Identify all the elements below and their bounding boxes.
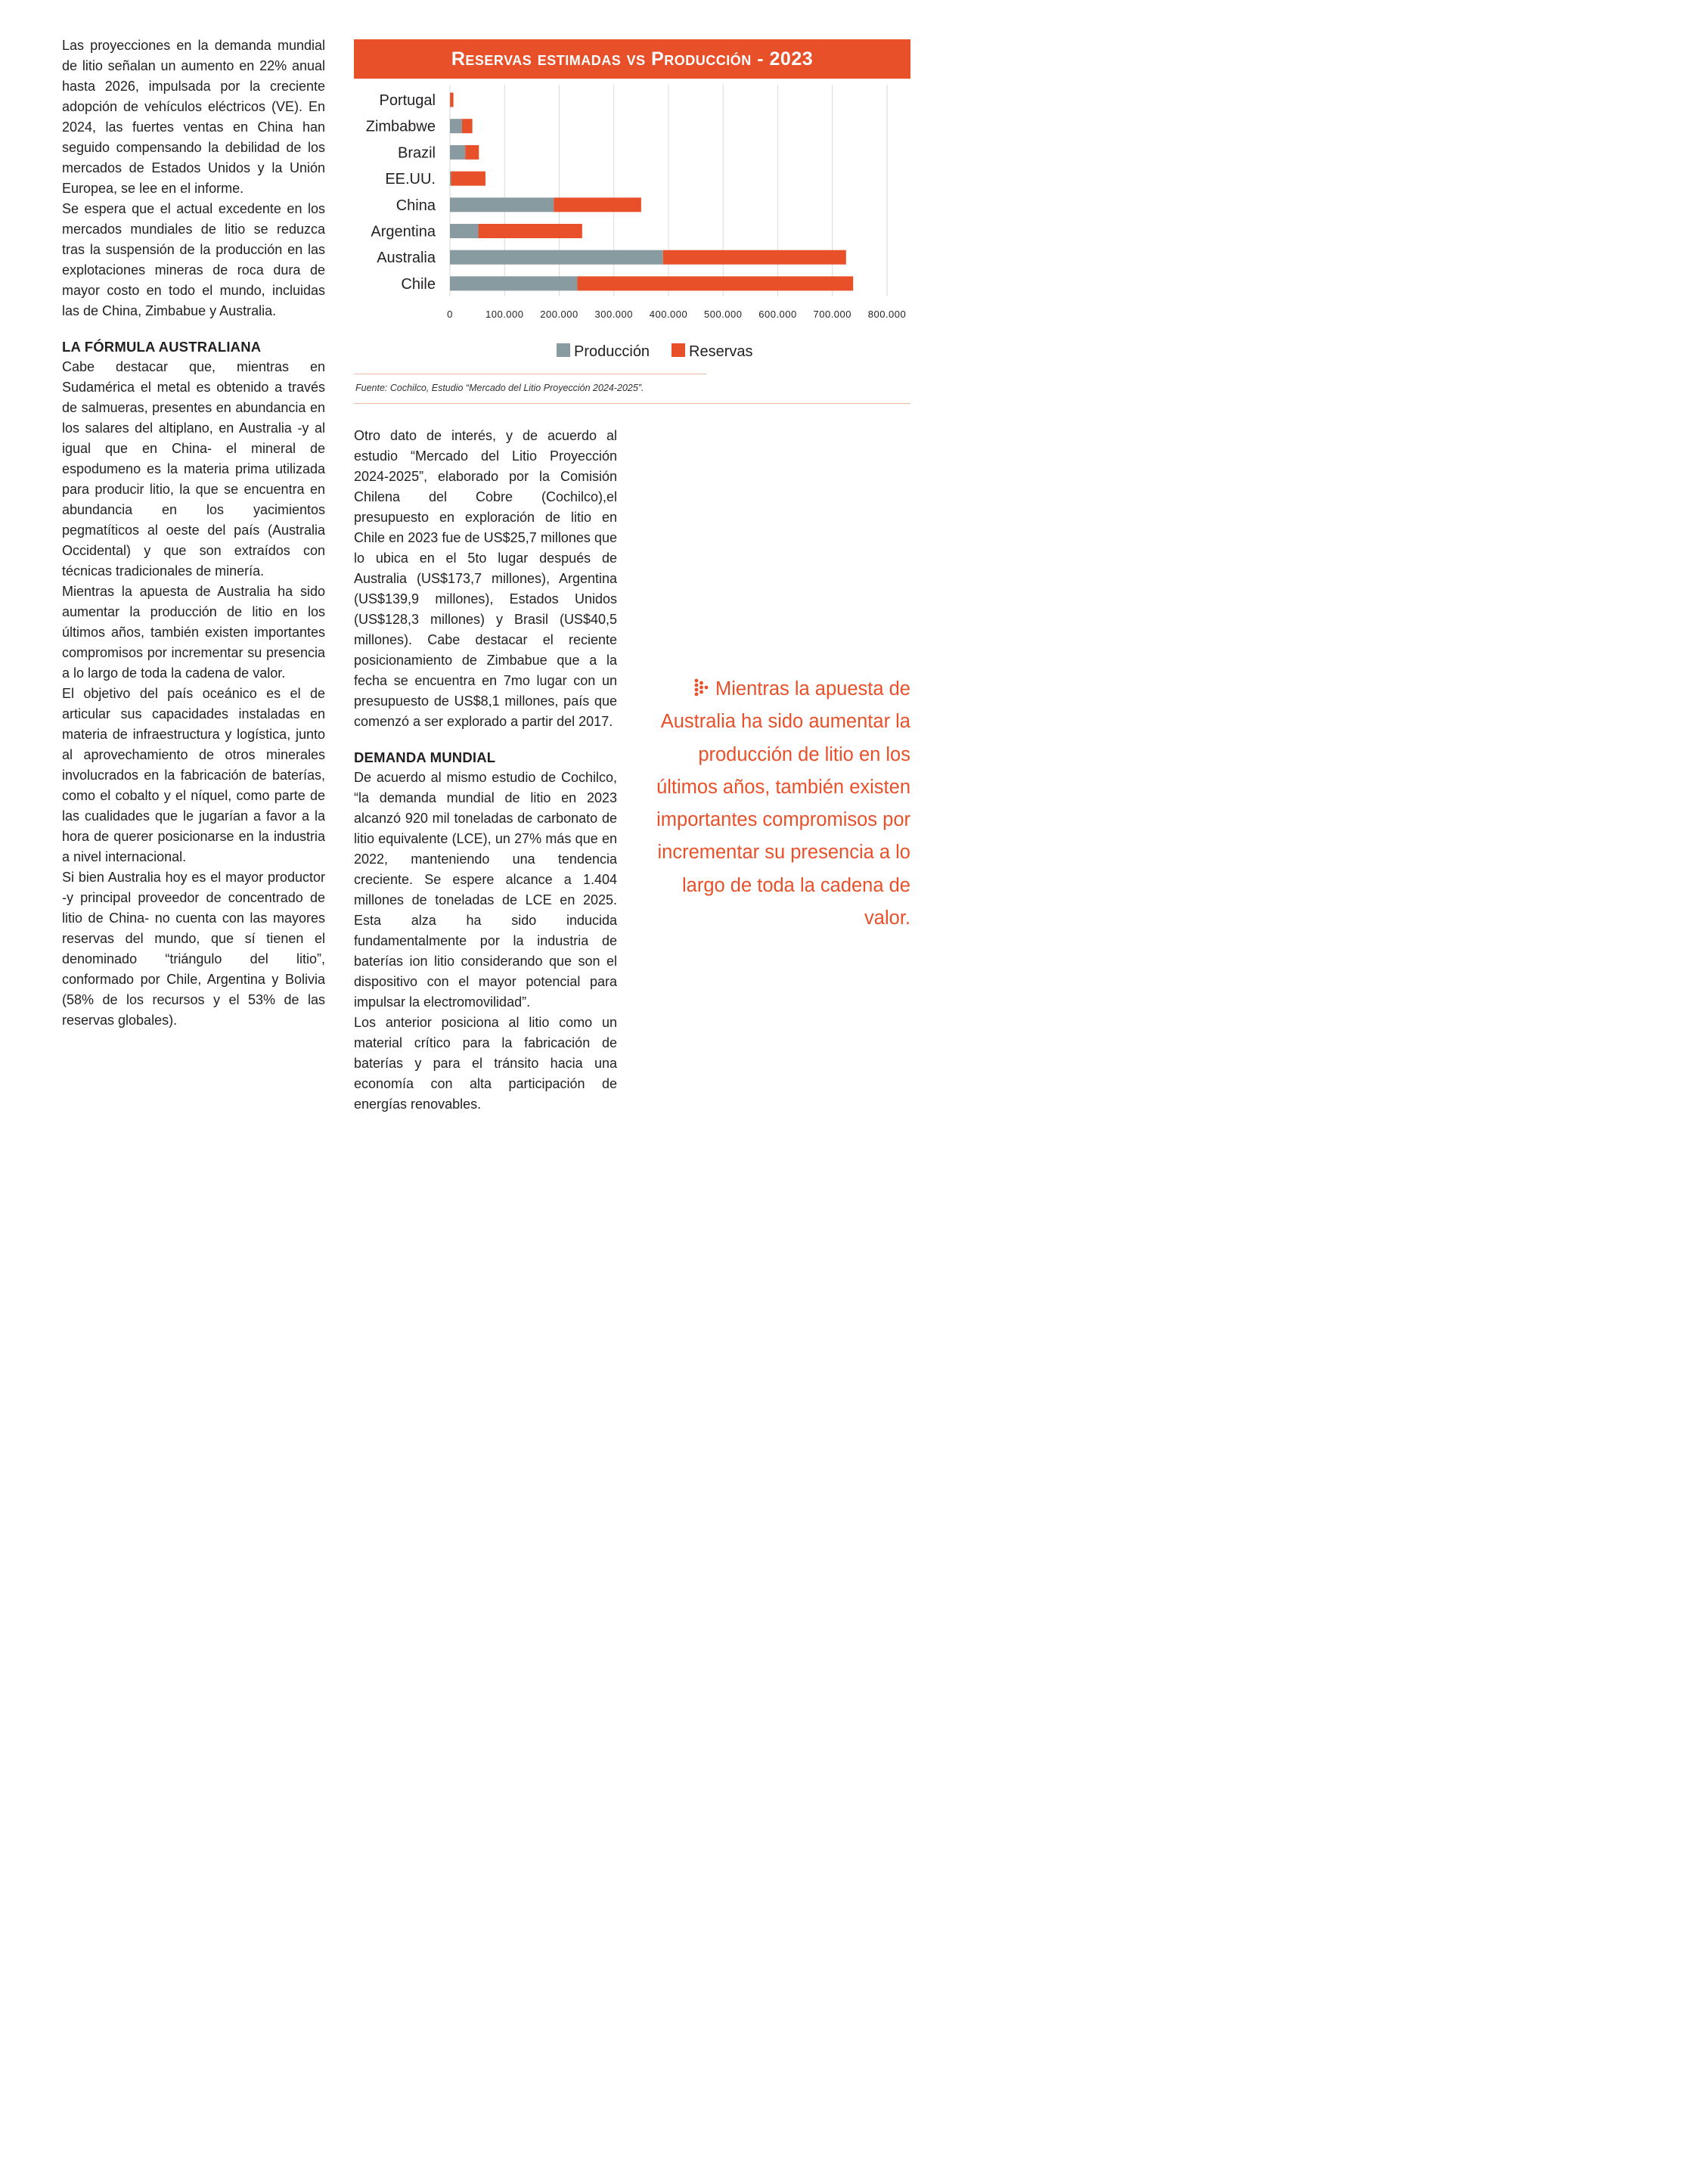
category-label: Australia [377,250,436,267]
x-tick-label: 200.000 [540,309,578,320]
bar-produccion [450,224,479,238]
reserves-production-chart [354,39,910,372]
bar-reservas [663,250,846,265]
source-divider-bottom [354,403,910,404]
section-heading-formula-australiana: LA FÓRMULA AUSTRALIANA [62,339,262,355]
category-label: Portugal [379,92,436,109]
category-label: Chile [401,275,436,293]
x-tick-label: 600.000 [758,309,797,320]
middle-column [354,426,617,1115]
x-tick-label: 100.000 [485,309,524,320]
left-column [62,36,325,1031]
chart-category-labels [366,92,436,293]
chart-bars [450,93,853,291]
pull-quote-text: Mientras la apuesta de Australia ha sido aumentar la producción de litio en los últimos años, también existen importantes compromisos por incrementar su presencia a lo largo de toda la cadena de valor. [656,678,910,929]
category-label: Argentina [371,223,436,240]
bar-reservas [451,172,485,186]
category-label: China [395,197,436,214]
demand-paragraph-1: De acuerdo al mismo estudio de Cochilco, “la demanda mundial de litio en 2023 alcanzó 920 mil toneladas de carbonato de litio equivalente (LCE), un 27% más que en 2022, manteniendo una tendencia creciente. Se espere alcance a 1.404 millones de toneladas de LCE en 2025. Esta alza ha sido inducida fundamentalmente por la industria de baterías ion litio considerando que son el dispositivo con el mayor potencial para impulsar la electromovilidad”. [354,770,617,1010]
x-tick-label: 0 [447,309,453,320]
formula-paragraph-2: Mientras la apuesta de Australia ha sido aumentar la producción de litio en los últimos años, también existen importantes compromisos por incrementar su presencia a lo largo de toda la cadena de valor. [62,584,325,681]
section-heading-demanda-mundial: DEMANDA MUNDIAL [354,749,496,765]
intro-paragraph-1: Las proyecciones en la demanda mundial de litio señalan un aumento en 22% anual hasta 2026, impulsada por la creciente adopción de vehículos eléctricos (VE). En 2024, las fuertes ventas en China han seguido compensando la debilidad de los mercados de Estados Unidos y la Unión Europea, se lee en el informe. [62,38,325,196]
bar-produccion [450,250,663,265]
category-label: Brazil [397,144,436,162]
legend-swatch [557,343,570,357]
legend-label: Producción [574,343,650,360]
bar-reservas [577,276,853,290]
chart-canvas [354,39,910,372]
bar-reservas [554,197,641,212]
x-tick-label: 500.000 [704,309,743,320]
formula-paragraph-1: Cabe destacar que, mientras en Sudamérica el metal es obtenido a través de salmueras, presentes en abundancia en los salares del altiplano, en Australia -y al igual que en China- el mineral de espodumeno es la materia prima utilizada para producir litio, la que se encuentra en abundancia en los yacimientos pegmatíticos al oeste del país (Australia Occidental) y que son extraídos con técnicas tradicionales de minería. [62,359,325,579]
formula-paragraph-4: Si bien Australia hoy es el mayor productor -y principal proveedor de concentrado de litio de China- no cuenta con las mayores reservas del mundo, que sí tienen el denominado “triángulo del litio”, conformado por Chile, Argentina y Bolivia (58% de los recursos y el 53% de las reservas globales). [62,870,325,1028]
chart-legend [557,343,752,360]
exploration-paragraph: Otro dato de interés, y de acuerdo al estudio “Mercado del Litio Proyección 2024-2025”, elaborado por la Comisión Chilena del Cobre (Cochilco),el presupuesto en exploración de litio en Chile en 2023 fue de US$25,7 millones que lo ubica en el 5to lugar después de Australia (US$173,7 millones), Argentina (US$139,9 millones), Estados Unidos (US$128,3 millones) y Brasil (US$40,5 millones). Cabe destacar el reciente posicionamiento de Zimbabue que a la fecha se encuentra en 7mo lugar con un presupuesto de US$8,1 millones, país que comenzó a ser explorado a partir del 2017. [354,428,617,729]
bar-produccion [450,197,554,212]
category-label: Zimbabwe [365,118,436,135]
dots-bullet-icon [694,678,711,696]
chart-source-note: Fuente: Cochilco, Estudio “Mercado del Litio Proyección 2024-2025”. [355,383,644,393]
demand-paragraph-2: Los anterior posiciona al litio como un material crítico para la fabricación de baterías y para el tránsito hacia una economía con alta participación de energías renovables. [354,1015,617,1112]
bar-reservas [479,224,582,238]
x-tick-label: 300.000 [594,309,633,320]
bar-produccion [450,276,577,290]
bar-reservas [462,119,473,133]
formula-paragraph-3: El objetivo del país oceánico es el de articular sus capacidades instaladas en materia de infraestructura y logística, junto al aprovechamiento de otros minerales involucrados en la fabricación de baterías, como el cobalto y el níquel, como parte de las cualidades que le jugarían a favor a la hora de querer posicionarse en la industria a nivel internacional. [62,686,325,864]
legend-swatch [672,343,685,357]
x-tick-label: 400.000 [649,309,688,320]
bar-reservas [465,145,479,160]
category-label: EE.UU. [385,171,436,188]
x-tick-label: 800.000 [867,309,907,320]
chart-title: Reservas estimadas vs Producción - 2023 [451,48,814,70]
pull-quote [652,673,910,935]
bar-produccion [450,172,451,186]
chart-x-axis-ticks [447,309,906,320]
chart-gridlines [450,85,887,296]
bar-reservas [450,93,453,107]
legend-label: Reservas [689,343,753,360]
bar-produccion [450,119,462,133]
x-tick-label: 700.000 [813,309,851,320]
bar-produccion [450,145,465,160]
intro-paragraph-2: Se espera que el actual excedente en los mercados mundiales de litio se reduzca tras la suspensión de la producción en las explotaciones mineras de roca dura de mayor costo en todo el mundo, incluidas las de China, Zimbabue y Australia. [62,201,325,318]
